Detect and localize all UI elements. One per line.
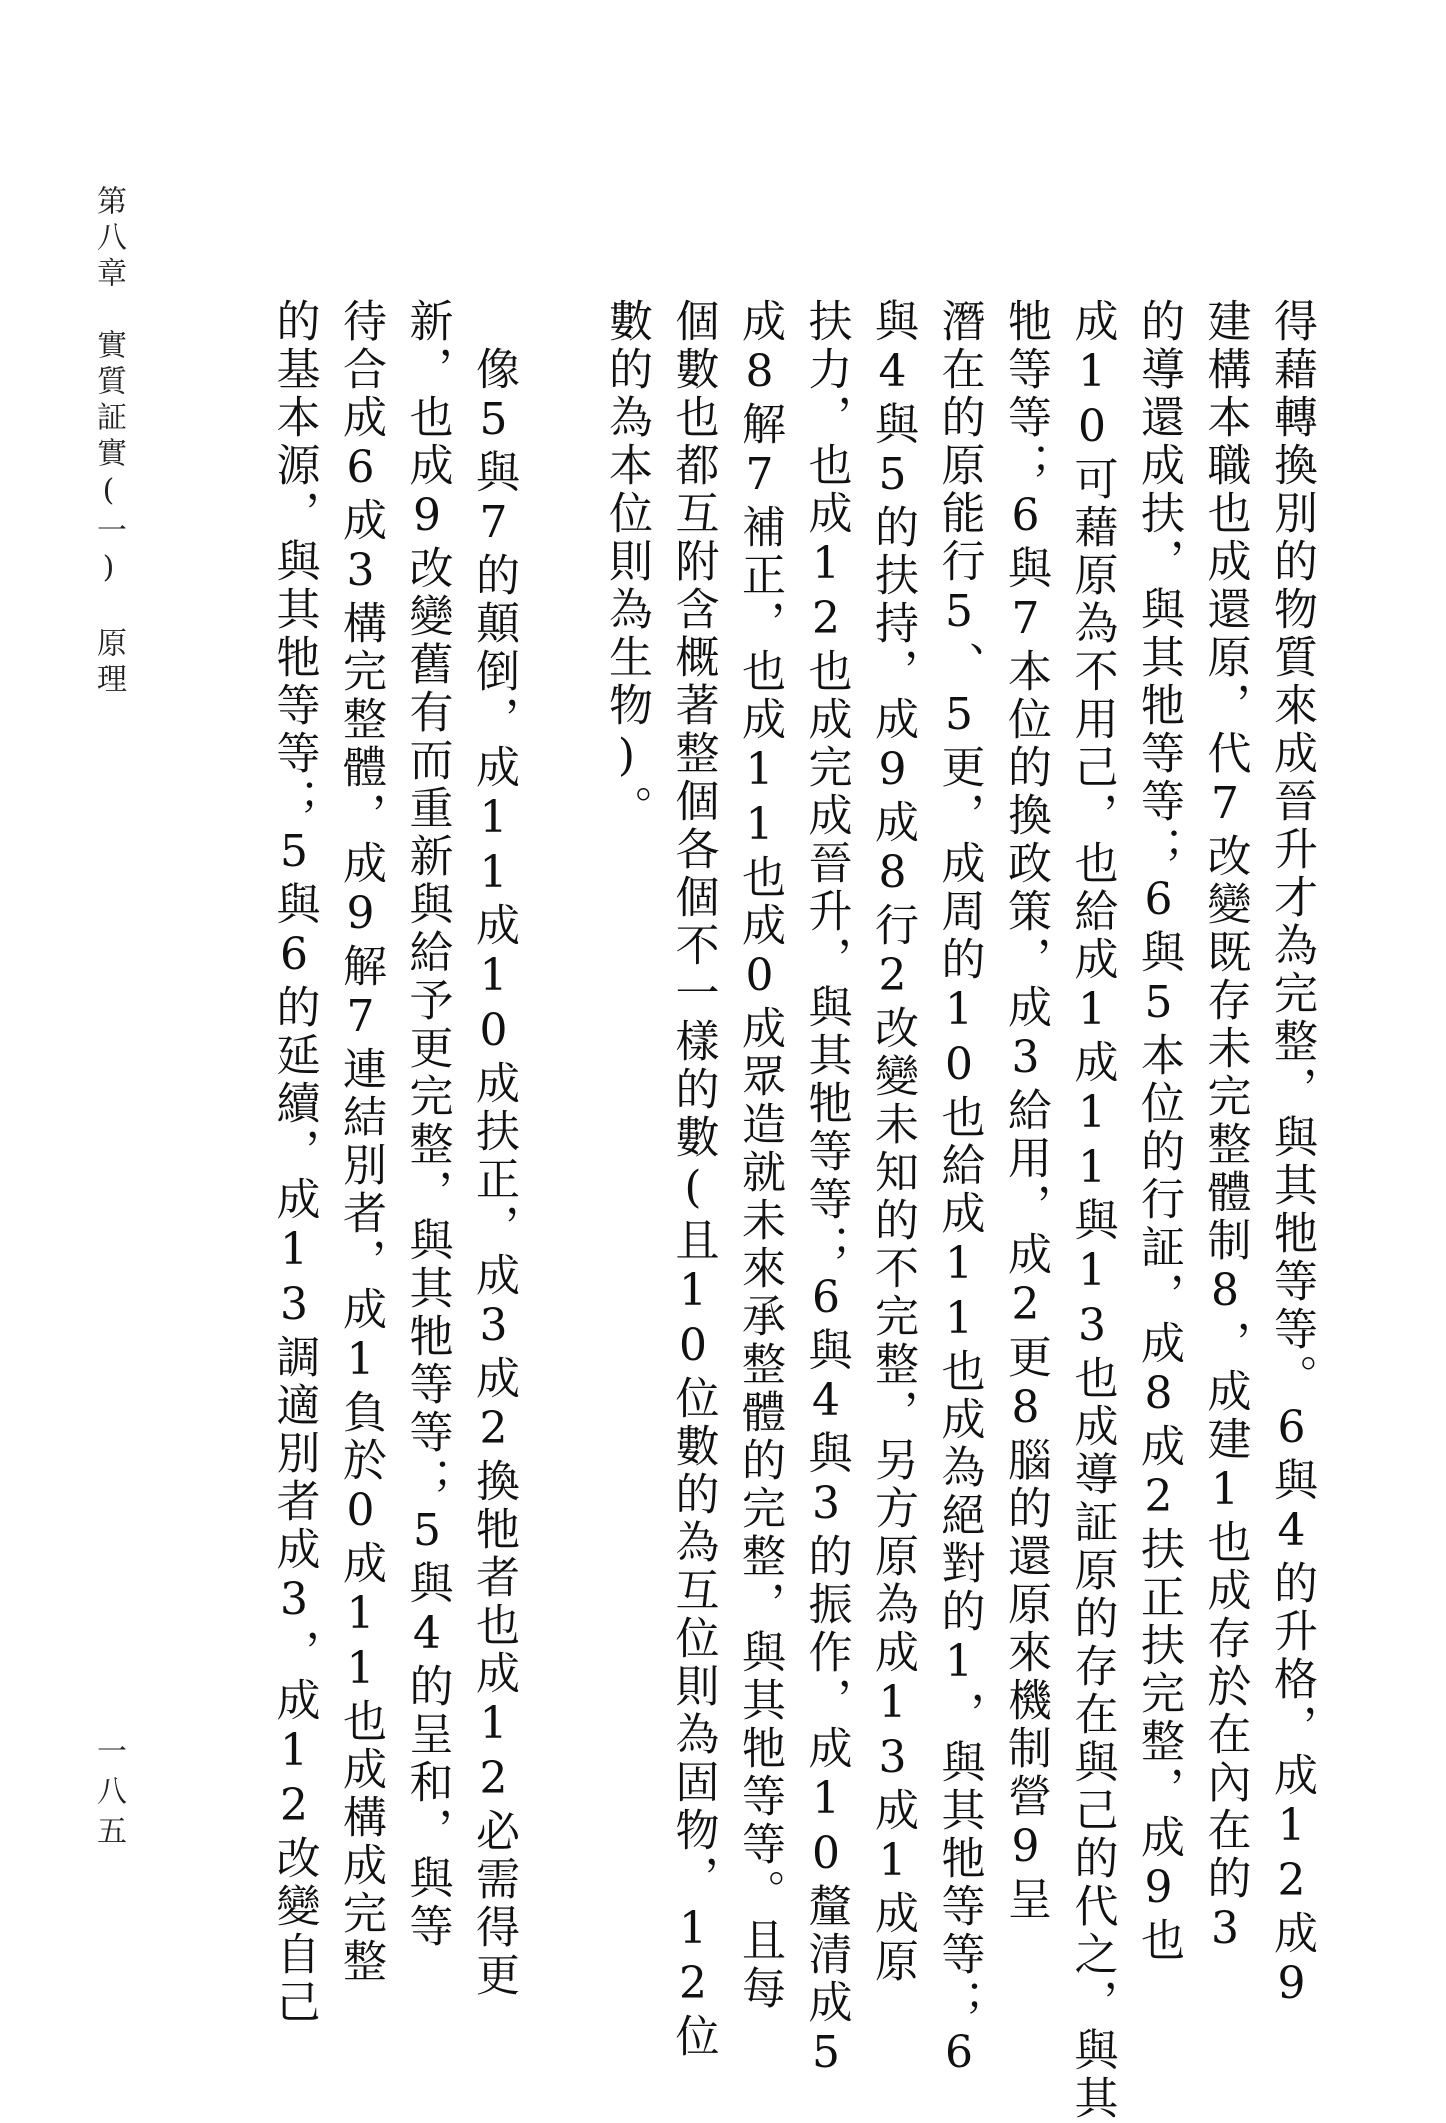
text-column: 待合成6成3構完整體，成9解7連結別者，成1負於0成11也成構成完整 xyxy=(335,298,386,1986)
section-label: 原理 xyxy=(91,627,126,699)
text-column: 與4與5的扶持，成9成8行2改變未知的不完整，另方原為成13成1成原 xyxy=(867,298,918,1986)
text-column: 成10可藉原為不用己，也給成1成11與13也成導証原的存在與己的代之，與其 xyxy=(1066,298,1118,2123)
book-title: 實質証實(一) xyxy=(91,329,126,591)
page-number: 一八五 xyxy=(91,1735,126,1855)
text-column: 建構本職也成還原，代7改變既存未完整體制8，成建1也成存於在內在的3 xyxy=(1199,298,1251,1958)
chapter-label: 第八章 xyxy=(91,185,126,293)
text-column: 個數也都互附含概著整個各個不一樣的數(且10位數的為互位則為固物，12位 xyxy=(667,298,719,2061)
text-column: 的導還成扶，與其牠等等；6與5本位的行証，成8成2扶正扶完整，成9也 xyxy=(1133,298,1184,1965)
text-column: 新，也成9改變舊有而重新與給予更完整，與其牠等等；5與4的呈和，與等 xyxy=(401,298,453,1951)
text-column: 牠等等；6與7本位的換政策，成3給用，成2更8腦的還原來機制營9呈 xyxy=(1000,298,1051,1924)
text-column: 得藉轉換別的物質來成晉升才為完整，與其牠等等。6與4的升格，成12成9 xyxy=(1266,298,1317,2013)
text-column: 成8解7補正，也成11也成0成眾造就未來承整體的完整，與其牠等等。且每 xyxy=(734,298,785,2013)
text-column: 潛在的原能行5、5更，成周的10也給成11也成為絕對的1，與其牠等等；6 xyxy=(933,298,985,2082)
text-column: 的基本源，與其牠等等；5與6的延續，成13調適別者成3，成12改變自己 xyxy=(268,298,320,2027)
text-column: 像5與7的顛倒，成11成10成扶正，成3成2換牠者也成12必需得更 xyxy=(468,298,519,2000)
running-header xyxy=(88,185,128,699)
text-column: 數的為本位則為生物)。 xyxy=(601,298,652,833)
text-column: 扶力，也成12也成完成晉升，與其牠等等；6與4與3的振作，成10釐清成5 xyxy=(800,298,852,2082)
